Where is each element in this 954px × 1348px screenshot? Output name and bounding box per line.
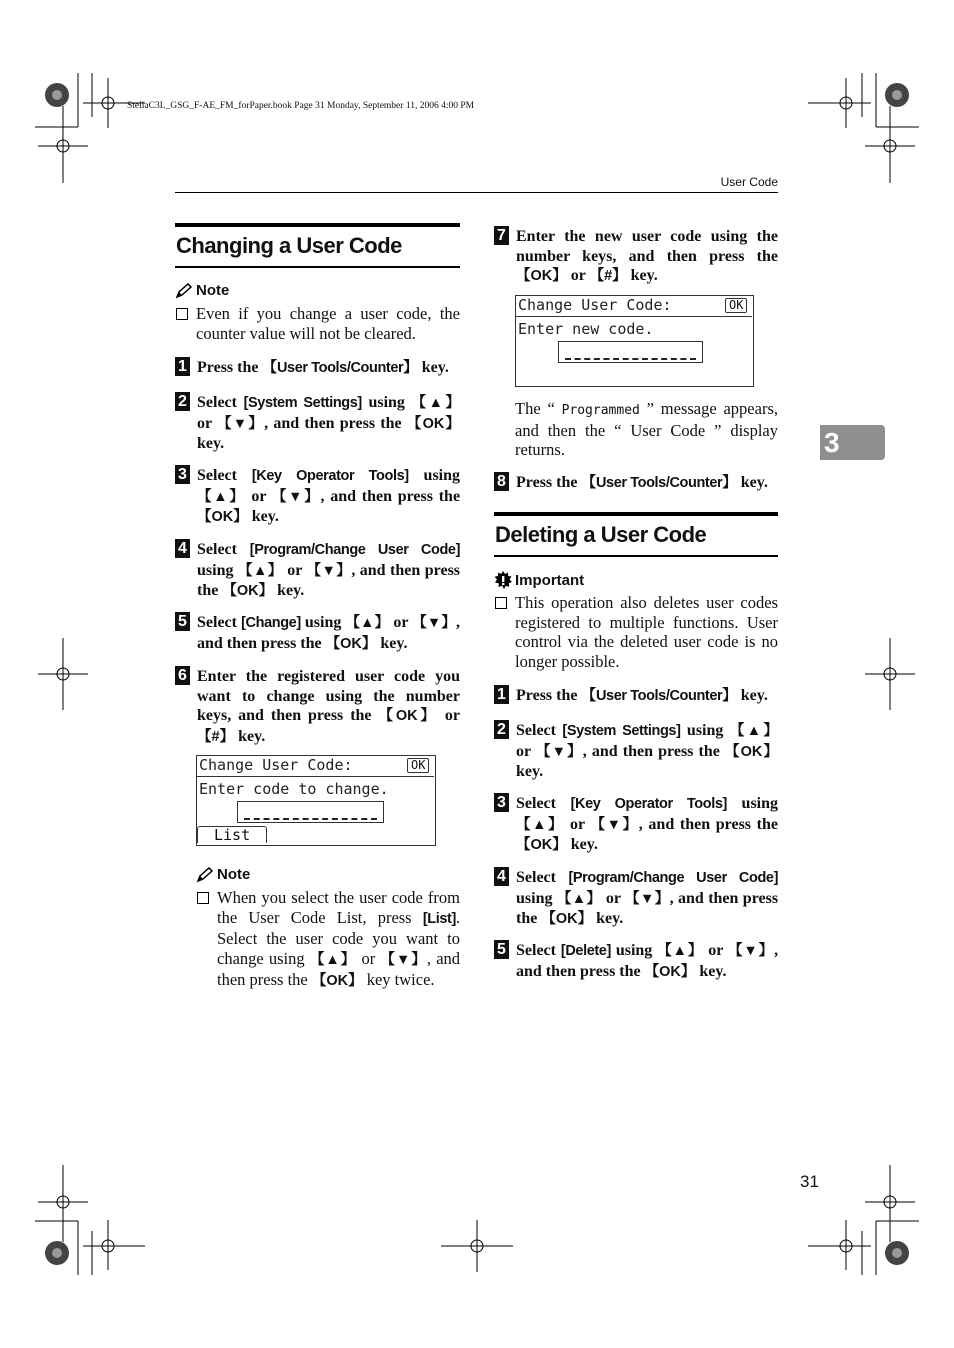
step-number: 1 xyxy=(175,357,190,376)
pencil-icon xyxy=(196,867,214,883)
delete-step-1: 1 Press the 【User Tools/Counter】 key. xyxy=(494,686,778,707)
note-heading-2: Note xyxy=(196,866,250,883)
note-bullet-2: When you select the user code from the User Code List, press [List]. Select the user code you want to change using 【▲】 or 【▼】, and then press the 【OK】 key twice. xyxy=(196,888,460,992)
delete-step-2: 2 Select [System Settings] using 【▲】 or 【▼】, and then press the 【OK】 key. xyxy=(494,721,778,782)
important-heading: Important xyxy=(494,571,584,589)
step-8: 8 Press the 【User Tools/Counter】 key. xyxy=(494,473,778,494)
step-4: 4 Select [Program/Change User Code] using 【▲】 or 【▼】, and then press the 【OK】 key. xyxy=(175,540,460,602)
note-text: Even if you change a user code, the counter value will not be cleared. xyxy=(196,304,460,343)
delete-step-5: 5 Select [Delete] using 【▲】 or 【▼】, and then press the 【OK】 key. xyxy=(494,941,778,982)
step-2: 2 Select [System Settings] using 【▲】 or 【▼】, and then press the 【OK】 key. xyxy=(175,393,460,454)
checkbox-bullet-icon xyxy=(176,308,188,320)
delete-step-4: 4 Select [Program/Change User Code] using 【▲】 or 【▼】, and then press the 【OK】 key. xyxy=(494,868,778,930)
note-bullet xyxy=(175,304,460,343)
important-icon xyxy=(494,571,512,589)
step-3: 3 Select [Key Operator Tools] using 【▲】 or 【▼】, and then press the 【OK】 key. xyxy=(175,466,460,528)
note-label: Note xyxy=(196,282,230,299)
step-7: 7 Enter the new user code using the number keys, and then press the 【OK】 or 【#】 key. xyxy=(494,227,778,287)
step-6: 6 Enter the registered user code you want to change using the number keys, and then press the 【OK】 or 【#】 key. xyxy=(175,667,460,747)
lcd-ok-button: OK xyxy=(407,758,429,773)
print-info: StellaC3L_GSG_F-AE_FM_forPaper.book Page 31 Monday, September 11, 2006 4:00 PM xyxy=(127,101,475,111)
running-head: User Code xyxy=(720,175,778,189)
step-1: 1 Press the 【User Tools/Counter】 key. xyxy=(175,358,460,379)
section-title-deleting: Deleting a User Code xyxy=(494,512,778,557)
important-bullet: This operation also deletes user codes registered to multiple functions. User control via the deleted user code is no longer possible. xyxy=(494,593,778,671)
pencil-icon xyxy=(175,283,193,299)
step-5: 5 Select [Change] using 【▲】 or 【▼】, and then press the 【OK】 key. xyxy=(175,613,460,654)
page-number: 31 xyxy=(800,1172,819,1191)
lcd-ok-button: OK xyxy=(725,298,747,313)
delete-step-3: 3 Select [Key Operator Tools] using 【▲】 or 【▼】, and then press the 【OK】 key. xyxy=(494,794,778,856)
chapter-tab: 3 xyxy=(820,425,885,460)
checkbox-bullet-icon xyxy=(495,597,507,609)
checkbox-bullet-icon xyxy=(197,892,209,904)
programmed-message-text: The “ Programmed ” message appears, and then the “ User Code ” display returns. xyxy=(515,399,778,459)
lcd-code-entry xyxy=(237,801,384,823)
lcd-screen-change-code: Change User Code: OK Enter code to change. List xyxy=(196,755,436,846)
note-heading xyxy=(175,282,229,299)
lcd-list-tab: List xyxy=(197,826,267,843)
lcd-screen-new-code: Change User Code: OK Enter new code. xyxy=(515,295,754,387)
header-rule xyxy=(175,192,778,193)
lcd-code-entry xyxy=(558,341,703,363)
section-title-changing: Changing a User Code xyxy=(175,223,460,268)
